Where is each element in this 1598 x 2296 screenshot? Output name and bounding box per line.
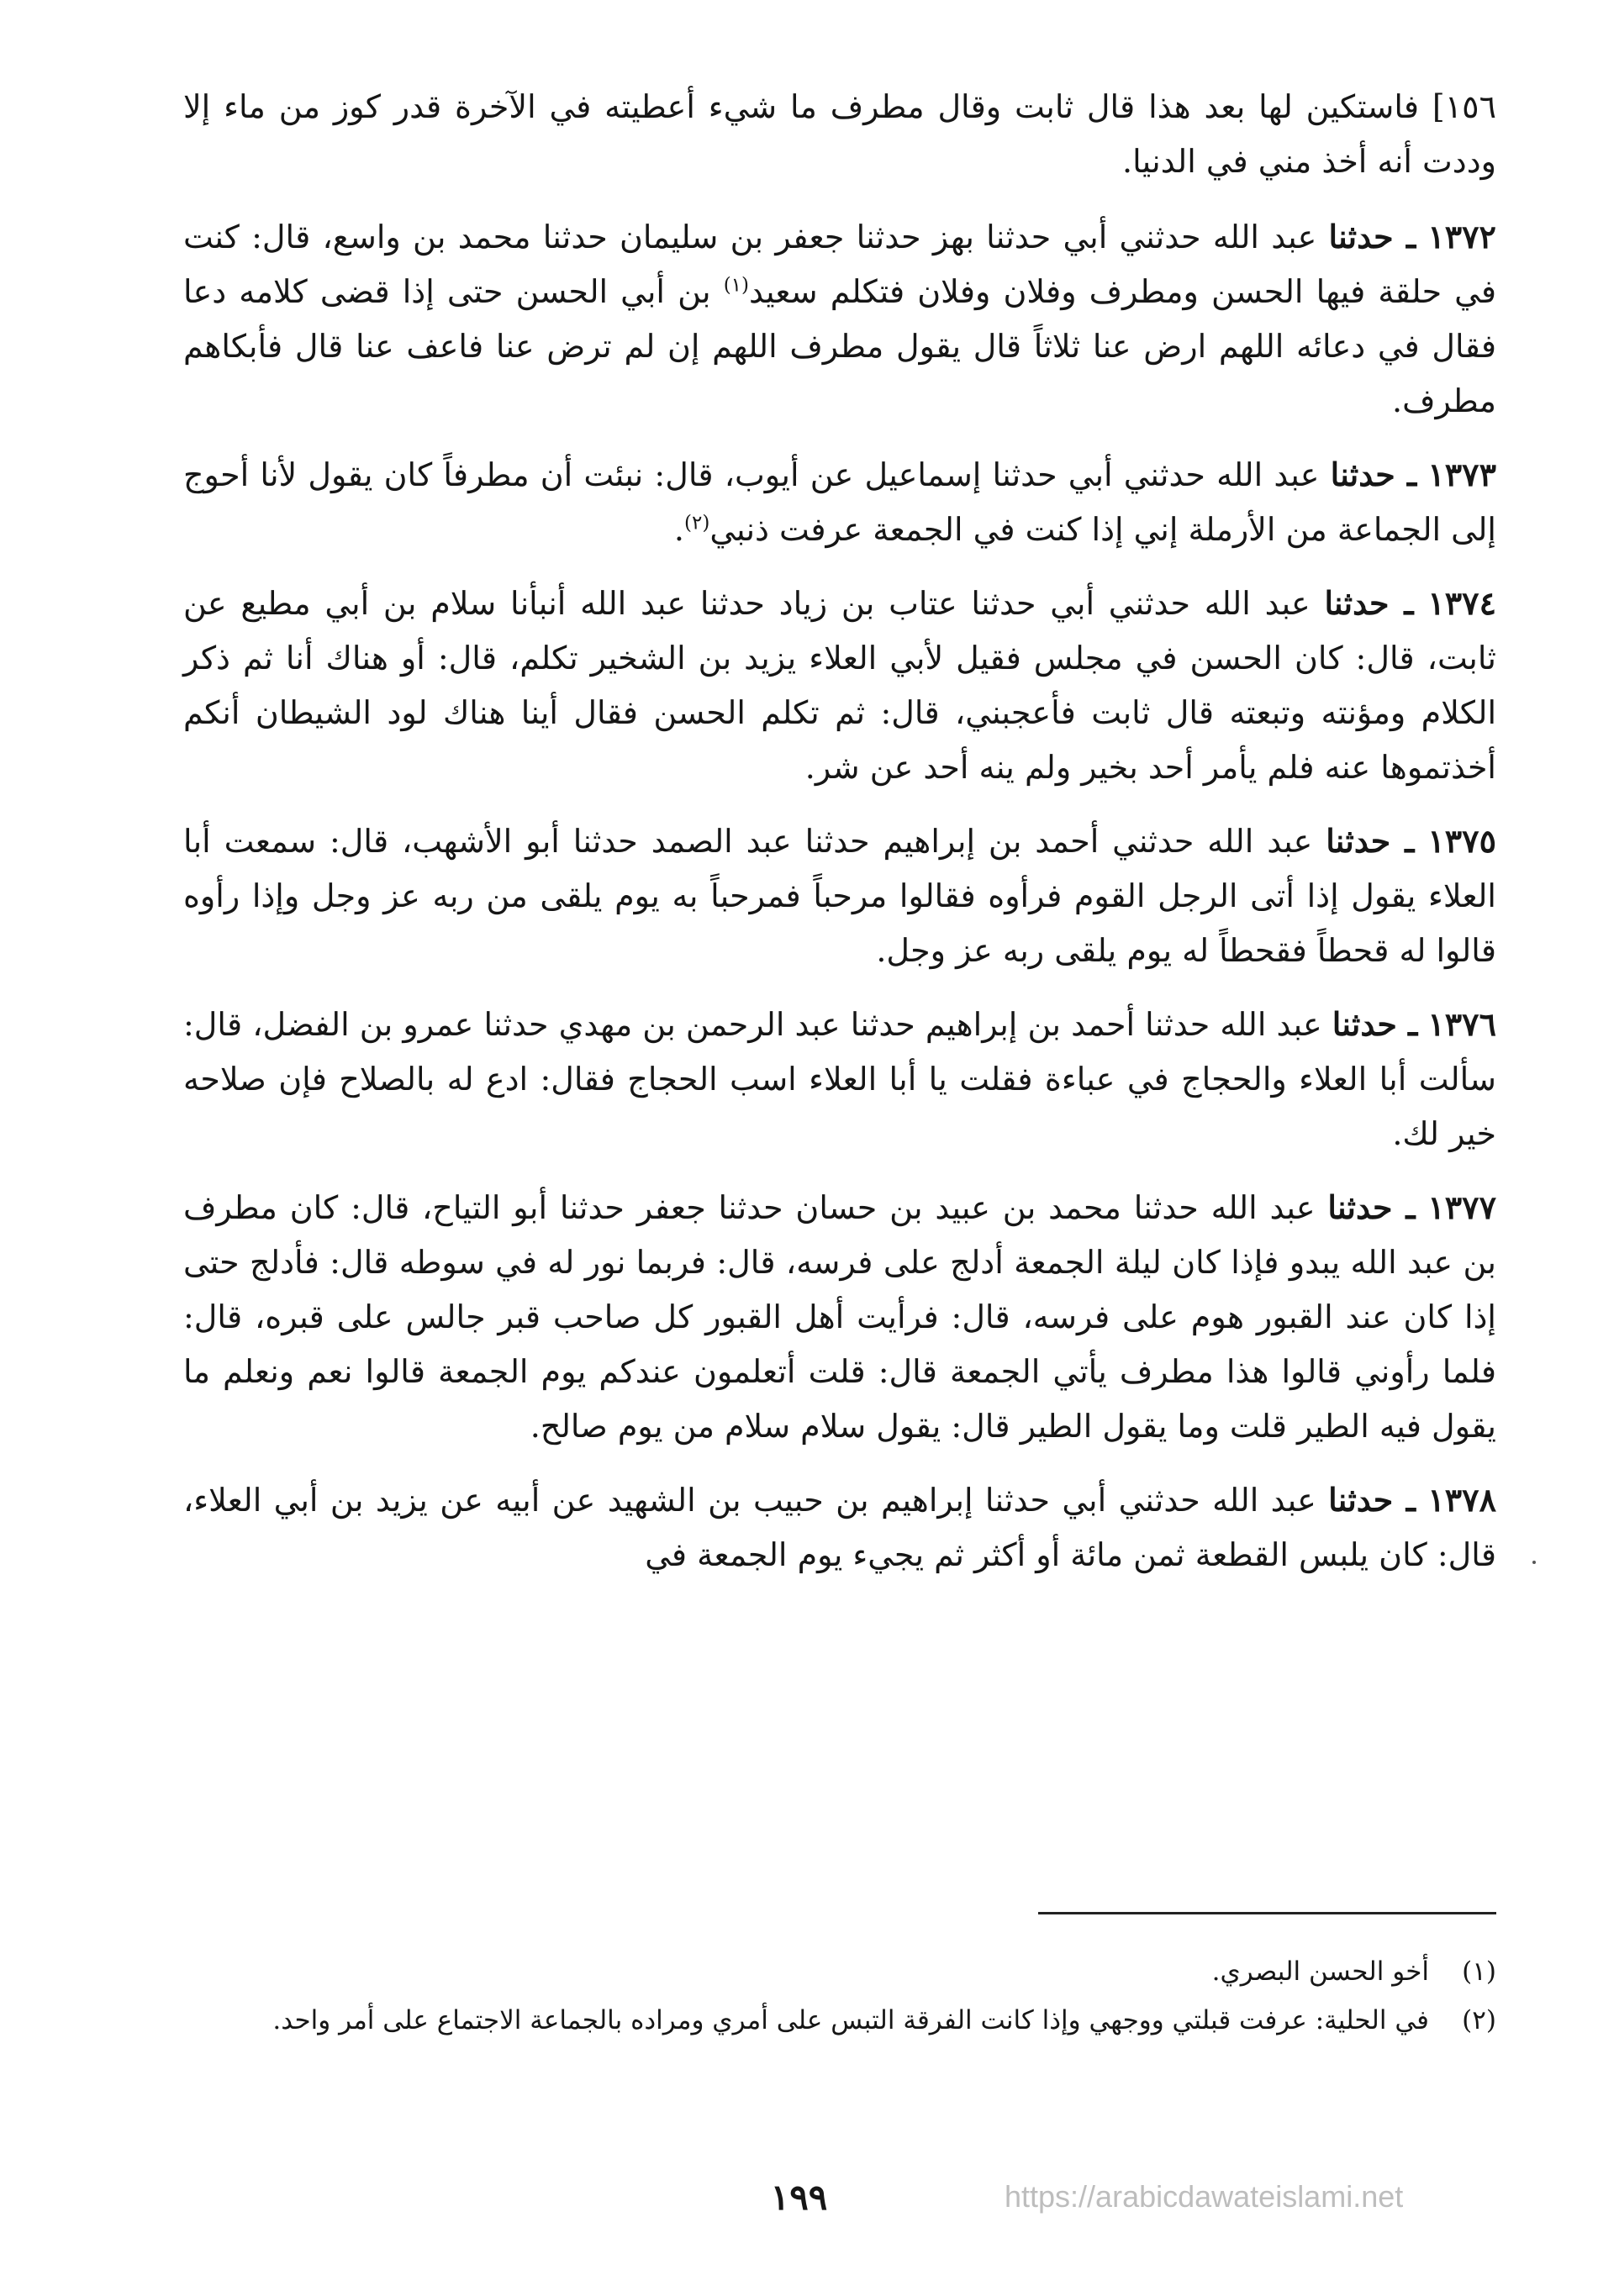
hadith-1376 — [183, 997, 1496, 1161]
hadith-number: ١٣٧٧ — [1427, 1188, 1496, 1226]
page-number: ١٩٩ — [770, 2177, 828, 2218]
hadith-1378 — [183, 1472, 1496, 1582]
watermark-url: https://arabicdawateislami.net — [1005, 2179, 1404, 2214]
hadith-1373 — [183, 447, 1496, 557]
footnote-number: (٢) — [1462, 2005, 1496, 2035]
hadith-number: ١٣٧٨ — [1427, 1481, 1496, 1519]
footnote-1 — [183, 1950, 1496, 1993]
hadith-heading: ـ حدثنا — [1330, 456, 1417, 493]
hadith-text: . — [673, 511, 684, 548]
footnote-divider — [1038, 1912, 1496, 1914]
footnote-number: (١) — [1462, 1956, 1496, 1987]
footnote-ref: (١) — [723, 274, 750, 297]
hadith-text: عبد الله حدثني أحمد بن إبراهيم حدثنا عبد الصمد حدثنا أبو الأشهب، قال: سمعت أبا العلاء يقول إذا أتى الرجل القوم فرأوه فقالوا مرحباً فمرحباً به يوم يلقى من ربه عز وجل وإذا رأوه قالوا له قحطاً فقحطاً له يوم يلقى ربه عز وجل. — [183, 823, 1496, 969]
hadith-text: عبد الله حدثني أبي حدثنا عتاب بن زياد حدثنا عبد الله أنبأنا سلام بن أبي مطيع عن ثابت، قال: كان الحسن في مجلس فقيل لأبي العلاء يزيد بن الشخير تكلم، قال: أو هناك أنا ثم ذكر الكلام ومؤنته وتبعته قال ثابت فأعجبني، قال: ثم تكلم الحسن فقال أينا هناك لود الشيطان أنكم أخذتموها عنه فلم يأمر أحد بخير ولم ينه أحد عن شر. — [183, 585, 1496, 786]
hadith-number: ١٣٧٤ — [1427, 584, 1496, 622]
footnote-2 — [183, 1998, 1496, 2042]
hadith-heading: ـ حدثنا — [1328, 1481, 1416, 1519]
continuation-text: ١٥٦] فاستكين لها بعد هذا قال ثابت وقال مطرف ما شيء أعطيته في الآخرة قدر كوز من ماء إلا وددت أنه أخذ مني في الدنيا. — [183, 88, 1496, 180]
hadith-1377 — [183, 1180, 1496, 1454]
hadith-heading: ـ حدثنا — [1332, 1005, 1418, 1043]
hadith-text: عبد الله حدثنا أحمد بن إبراهيم حدثنا عبد الرحمن بن مهدي حدثنا عمرو بن الفضل، قال: سألت أبا العلاء والحجاج في عباءة فقلت يا أبا العلاء اسب الحجاج فقال: ادع له بالصلاح فإن صلاحه خير لك. — [183, 1006, 1496, 1152]
hadith-number: ١٣٧٣ — [1427, 456, 1496, 493]
hadith-text: عبد الله حدثنا محمد بن عبيد بن حسان حدثنا جعفر حدثنا أبو التياح، قال: كان مطرف بن عبد الله يبدو فإذا كان ليلة الجمعة أدلج على فرسه، قال: فربما نور له في سوطه قال: فأدلج حتى إذا كان عند القبور هوم على فرسه، قال: فرأيت أهل القبور كل صاحب قبر جالس على قبره، قال: فلما رأوني قالوا هذا مطرف يأتي الجمعة قال: قلت أتعلمون عندكم يوم الجمعة قالوا نعم ونعلم ما يقول فيه الطير قلت وما يقول الطير قال: يقول سلام سلام من يوم صالح. — [183, 1189, 1496, 1445]
footnote-ref: (٢) — [683, 512, 710, 535]
hadith-heading: ـ حدثنا — [1326, 822, 1415, 860]
continuation-paragraph — [183, 80, 1496, 189]
stray-dot — [1532, 1561, 1536, 1564]
hadith-heading: ـ حدثنا — [1328, 218, 1416, 255]
hadith-1375 — [183, 814, 1496, 978]
footnotes — [183, 1950, 1496, 2047]
hadith-heading: ـ حدثنا — [1327, 1188, 1416, 1226]
main-text — [183, 80, 1496, 1601]
hadith-number: ١٣٧٦ — [1427, 1005, 1496, 1043]
hadith-text: عبد الله حدثني أبي حدثنا إبراهيم بن حبيب بن الشهيد عن أبيه عن يزيد بن أبي العلاء، قال: كان يلبس القطعة ثمن مائة أو أكثر ثم يجيء يوم الجمعة في — [183, 1482, 1496, 1573]
hadith-text: بن أبي الحسن حتى إذا قضى كلامه دعا فقال في دعائه اللهم ارض عنا ثلاثاً قال يقول مطرف اللهم إن لم ترض عنا فاعف عنا قال فأبكاهم مطرف. — [183, 273, 1496, 419]
hadith-number: ١٣٧٢ — [1427, 218, 1496, 255]
hadith-1374 — [183, 576, 1496, 795]
hadith-text: عبد الله حدثني أبي حدثنا بهز حدثنا جعفر بن سليمان حدثنا محمد بن واسع، قال: كنت في حلقة فيها الحسن ومطرف وفلان وفلان فتكلم سعيد — [183, 219, 1496, 310]
hadith-text: عبد الله حدثني أبي حدثنا إسماعيل عن أيوب، قال: نبئت أن مطرفاً كان يقول لأنا أحوج إلى الجماعة من الأرملة إني إذا كنت في الجمعة عرفت ذنبي — [183, 456, 1496, 548]
hadith-number: ١٣٧٥ — [1427, 822, 1496, 860]
hadith-heading: ـ حدثنا — [1324, 584, 1414, 622]
footnote-text: في الحلية: عرفت قبلتي ووجهي وإذا كانت الفرقة التبس على أمري ومراده بالجماعة الاجتماع على أمر واحد. — [272, 2005, 1429, 2035]
footnote-text: أخو الحسن البصري. — [1211, 1956, 1429, 1987]
hadith-1372 — [183, 209, 1496, 429]
